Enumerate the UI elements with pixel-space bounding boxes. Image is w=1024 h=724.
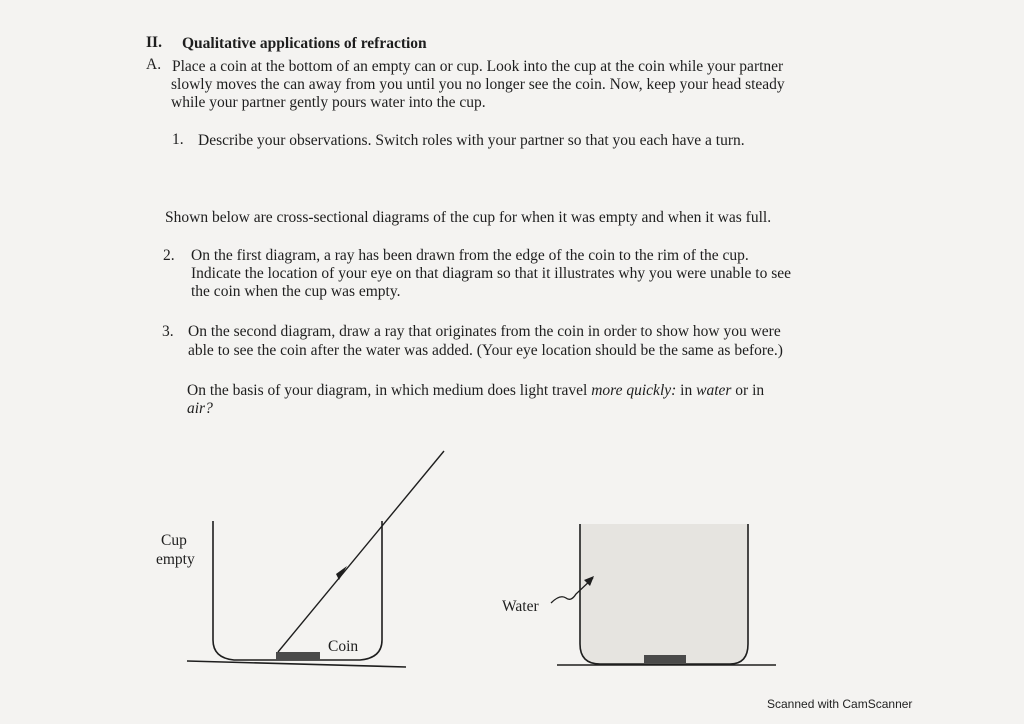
water-cup-diagram [551, 524, 776, 665]
part-a-line-1: Place a coin at the bottom of an empty can or cup. Look into the cup at the coin while your partner [172, 58, 784, 75]
q1-number: 1. [172, 131, 184, 148]
speed-question-mid: in [676, 382, 697, 399]
speed-question-pre: On the basis of your diagram, in which medium does light travel [187, 382, 592, 399]
q2-number: 2. [163, 247, 175, 264]
speed-question-more-quickly: more quickly: [591, 382, 677, 399]
q3-number: 3. [162, 323, 174, 340]
empty-cup-diagram [187, 451, 444, 667]
q2-line-3: the coin when the cup was empty. [191, 283, 401, 300]
speed-question-water: water [696, 382, 732, 399]
section-number: II. [146, 34, 162, 51]
coin-shape-1 [276, 652, 320, 660]
q1-text: Describe your observations. Switch roles with your partner so that you each have a turn. [198, 132, 745, 149]
water-fill [580, 524, 748, 664]
part-a-line-2: slowly moves the can away from you until you no longer see the coin. Now, keep your head steady [171, 76, 785, 93]
speed-question-air: air? [187, 400, 213, 417]
part-a-line-3: while your partner gently pours water into the cup. [171, 94, 486, 111]
cup-label-line-2: empty [156, 551, 195, 568]
q3-line-2: able to see the coin after the water was added. (Your eye location should be the same as before.) [188, 342, 783, 359]
coin-label: Coin [328, 638, 359, 655]
q2-line-1: On the first diagram, a ray has been drawn from the edge of the coin to the rim of the cup. [191, 247, 749, 264]
cup-label-line-1: Cup [161, 532, 187, 549]
scanner-watermark: Scanned with CamScanner [767, 697, 913, 711]
ray-arrowhead [336, 566, 347, 580]
light-ray [278, 451, 444, 652]
part-a-label: A. [146, 56, 162, 73]
speed-question-post: or in [731, 382, 765, 399]
q3-line-1: On the second diagram, draw a ray that originates from the coin in order to show how you were [188, 323, 781, 340]
table-surface-line-1 [187, 661, 406, 667]
coin-shape-2 [644, 655, 686, 663]
water-label: Water [502, 598, 539, 615]
diagram-intro: Shown below are cross-sectional diagrams of the cup for when it was empty and when it was full. [165, 209, 772, 226]
section-title: Qualitative applications of refraction [182, 35, 427, 52]
q2-line-2: Indicate the location of your eye on that diagram so that it illustrates why you were unable to see [191, 265, 792, 282]
